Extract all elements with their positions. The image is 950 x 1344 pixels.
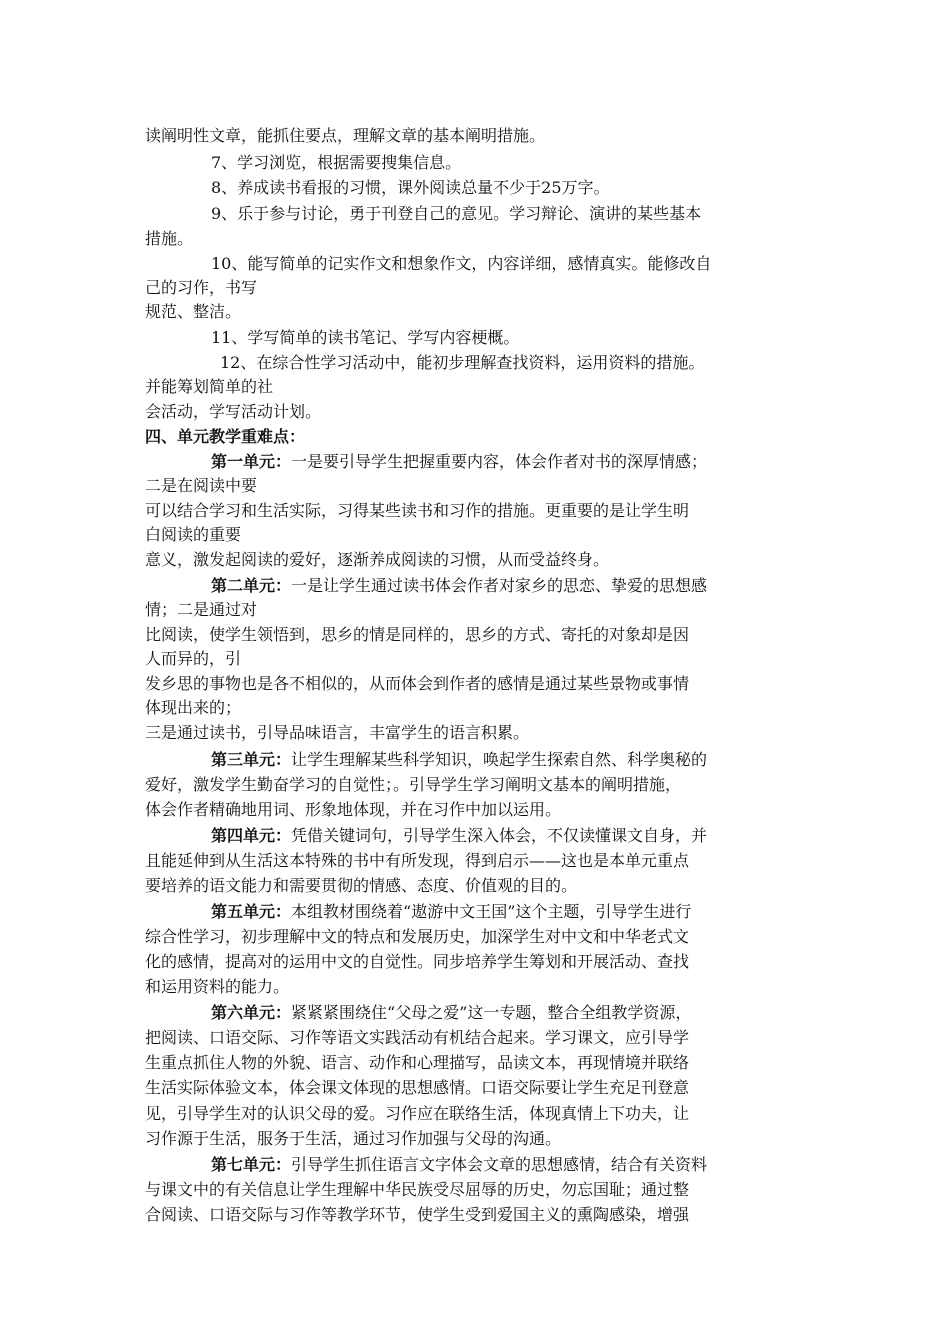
text-line (145, 1078, 815, 1098)
line-text: 白阅读的重要 (145, 525, 242, 544)
text-line (145, 126, 815, 146)
line-text: 爱好，激发学生勤奋学习的自觉性；。引导学生学习阐明文基本的阐明措施， (145, 775, 682, 794)
line-text: 见，引导学生对的认识父母的爱。习作应在联络生活，体现真情上下功夫，让 (145, 1104, 690, 1123)
line-text: 体现出来的； (145, 698, 242, 717)
text-line (145, 674, 815, 694)
line-text: 7、学习浏览，根据需要搜集信息。 (211, 153, 462, 172)
line-text: 措施。 (145, 229, 194, 248)
text-line (145, 600, 815, 620)
text-line (145, 1180, 815, 1200)
text-line (145, 452, 815, 472)
text-line (145, 1028, 815, 1048)
line-text: 且能延伸到从生活这本特殊的书中有所发现，得到启示——这也是本单元重点 (145, 851, 690, 870)
text-line (145, 1205, 815, 1225)
unit-heading: 第五单元： (211, 902, 292, 921)
text-line (145, 328, 815, 348)
unit-heading: 第六单元： (211, 1003, 292, 1022)
text-line (145, 353, 815, 373)
text-line (145, 649, 815, 669)
unit-heading: 第七单元： (211, 1155, 292, 1174)
text-line (145, 576, 815, 596)
line-text: 综合性学习，初步理解中文的特点和发展历史，加深学生对中文和中华老式文 (145, 927, 690, 946)
line-text: 10、能写简单的记实作文和想象作文，内容详细，感情真实。能修改自 (211, 254, 712, 273)
text-line (145, 550, 815, 570)
text-line (145, 876, 815, 896)
line-text: 体会作者精确地用词、形象地体现，并在习作中加以运用。 (145, 800, 562, 819)
text-line (145, 402, 815, 422)
line-text: 9、乐于参与讨论，勇于刊登自己的意见。学习辩论、演讲的某些基本 (211, 204, 702, 223)
line-text: 并能筹划简单的社 (145, 377, 274, 396)
line-text: 要培养的语文能力和需要贯彻的情感、态度、价值观的目的。 (145, 876, 578, 895)
line-text: 凭借关键词句，引导学生深入体会，不仅读懂课文自身，并 (291, 826, 708, 845)
line-text: 意义，激发起阅读的爱好，逐渐养成阅读的习惯，从而受益终身。 (145, 550, 610, 569)
text-line (145, 1104, 815, 1124)
text-line (145, 851, 815, 871)
text-line (145, 254, 815, 274)
line-text: 紧紧紧围绕住“父母之爱”这一专题，整合全组教学资源， (291, 1003, 692, 1022)
text-line (145, 750, 815, 770)
line-text: 可以结合学习和生活实际，习得某些读书和习作的措施。更重要的是让学生明 (145, 501, 690, 520)
line-text: 情；二是通过对 (145, 600, 258, 619)
text-line (145, 952, 815, 972)
line-text: 人而异的，引 (145, 649, 242, 668)
text-line (145, 302, 815, 322)
text-line (145, 377, 815, 397)
text-line (145, 800, 815, 820)
line-text: 11、学写简单的读书笔记、学写内容梗概。 (211, 328, 520, 347)
text-line (145, 775, 815, 795)
line-text: 合阅读、口语交际与习作等教学环节，使学生受到爱国主义的熏陶感染，增强 (145, 1205, 690, 1224)
line-text: 生活实际体验文本，体会课文体现的思想感情。口语交际要让学生充足刊登意 (145, 1078, 690, 1097)
line-text: 四、单元教学重难点： (145, 427, 306, 446)
line-text: 发乡思的事物也是各不相似的，从而体会到作者的感情是通过某些景物或事情 (145, 674, 690, 693)
line-text: 比阅读，使学生领悟到，思乡的情是同样的，思乡的方式、寄托的对象却是因 (145, 625, 690, 644)
text-line (145, 153, 815, 173)
text-line (145, 723, 815, 743)
text-line (145, 501, 815, 521)
line-text: 化的感情，提高对的运用中文的自觉性。同步培养学生筹划和开展活动、查找 (145, 952, 690, 971)
text-line (145, 625, 815, 645)
text-line (145, 278, 815, 298)
section-heading (145, 427, 815, 447)
text-line (145, 977, 815, 997)
unit-heading: 第一单元： (211, 452, 292, 471)
line-text: 习作源于生活，服务于生活，通过习作加强与父母的沟通。 (145, 1129, 562, 1148)
text-line (145, 178, 815, 198)
line-text: 己的习作，书写 (145, 278, 258, 297)
text-line (145, 698, 815, 718)
text-line (145, 1003, 815, 1023)
text-line (145, 826, 815, 846)
unit-heading: 第三单元： (211, 750, 292, 769)
line-text: 让学生理解某些科学知识，唤起学生探索自然、科学奥秘的 (291, 750, 708, 769)
unit-heading: 第二单元： (211, 576, 292, 595)
line-text: 规范、整洁。 (145, 302, 242, 321)
line-text: 本组教材围绕着“遨游中文王国”这个主题，引导学生进行 (291, 902, 692, 921)
line-text: 12、在综合性学习活动中，能初步理解查找资料，运用资料的措施。 (220, 353, 705, 372)
line-text: 一是要引导学生把握重要内容，体会作者对书的深厚情感； (291, 452, 708, 471)
line-text: 和运用资料的能力。 (145, 977, 290, 996)
text-line (145, 1155, 815, 1175)
line-text: 三是通过读书，引导品味语言，丰富学生的语言积累。 (145, 723, 530, 742)
text-line (145, 204, 815, 224)
text-line (145, 1053, 815, 1073)
line-text: 引导学生抓住语言文字体会文章的思想感情，结合有关资料 (291, 1155, 708, 1174)
line-text: 与课文中的有关信息让学生理解中华民族受尽屈辱的历史，勿忘国耻；通过整 (145, 1180, 690, 1199)
text-line (145, 525, 815, 545)
line-text: 8、养成读书看报的习惯，课外阅读总量不少于25万字。 (211, 178, 610, 197)
line-text: 二是在阅读中要 (145, 476, 258, 495)
line-text: 会活动，学写活动计划。 (145, 402, 322, 421)
text-line (145, 229, 815, 249)
text-line (145, 1129, 815, 1149)
unit-heading: 第四单元： (211, 826, 292, 845)
text-line (145, 476, 815, 496)
text-line (145, 927, 815, 947)
line-text: 读阐明性文章，能抓住要点，理解文章的基本阐明措施。 (145, 126, 546, 145)
text-line (145, 902, 815, 922)
line-text: 生重点抓住人物的外貌、语言、动作和心理描写，品读文本，再现情境并联络 (145, 1053, 690, 1072)
line-text: 一是让学生通过读书体会作者对家乡的思恋、挚爱的思想感 (291, 576, 708, 595)
line-text: 把阅读、口语交际、习作等语文实践活动有机结合起来。学习课文，应引导学 (145, 1028, 690, 1047)
